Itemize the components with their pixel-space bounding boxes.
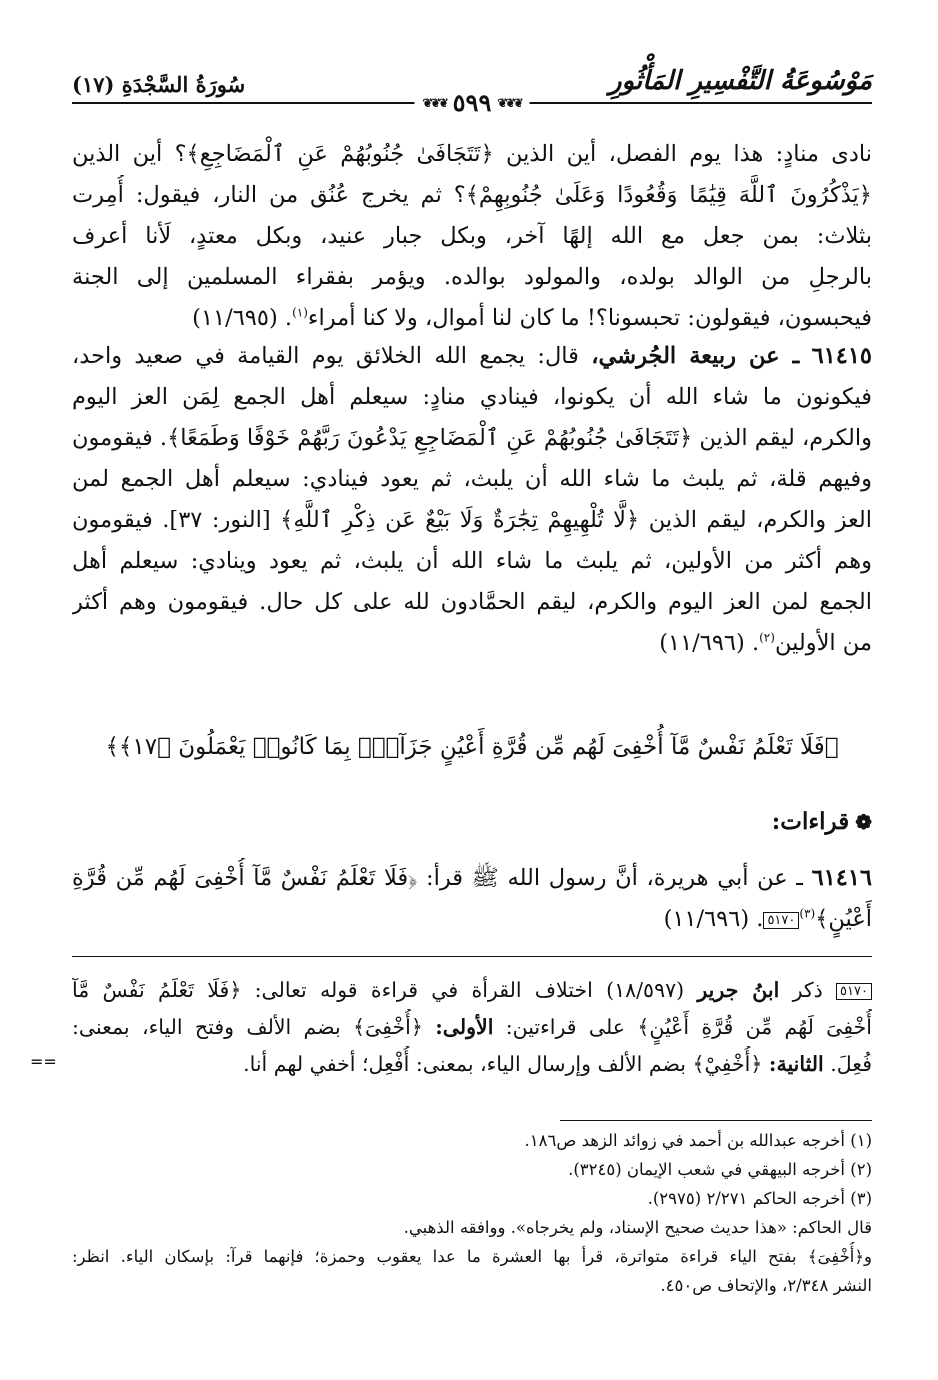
footnote-separator xyxy=(560,1120,872,1121)
line-text: ـ عن أبي هريرة، أنَّ رسول الله ﷺ قرأ: ﴿فَلَا تَعْلَمُ نَفْسٌ مَّآ أُخْفِىَ لَهُم مِّن قُرَّةِ xyxy=(72,865,803,891)
footnote-marker: (١) xyxy=(292,305,308,320)
ornament-right-icon: ❦❦❦ xyxy=(497,95,522,110)
note-separator xyxy=(72,956,872,957)
hadith-number: ٦١٤١٥ xyxy=(811,343,872,369)
heading-text: قراءات: xyxy=(771,808,850,835)
volume-reference: . (١١/٦٩٥) xyxy=(192,305,293,331)
text-line: ﴿يَذْكُرُونَ ٱللَّهَ قِيَٰمًا وَقُعُودًا وَعَلَىٰ جُنُوبِهِمْ﴾؟ ثم يخرج عُنُق من النار، فيقول: أُمِرت xyxy=(72,182,872,208)
page-number: ٥٩٩ xyxy=(452,88,492,117)
page-number-box xyxy=(414,88,529,117)
footnote: و﴿أُخْفِىَ﴾ بفتح الياء قراءة متواترة، قرأ بها العشرة ما عدا يعقوب وحمزة؛ فإنهما قرآ: بإسكان الياء. انظر: xyxy=(72,1247,872,1266)
note-text: ذكر xyxy=(792,978,823,1002)
text-line: العز والكرم، ليقم الذين ﴿لَّا تُلْهِيهِمْ تِجَٰرَةٌ وَلَا بَيْعٌ عَن ذِكْرِ ٱللَّهِ﴾ [النور: ٣٧]. فيقومون xyxy=(72,507,872,533)
paragraph-continuation xyxy=(72,134,872,339)
section-heading xyxy=(772,808,872,835)
note-text: (١٨/٥٩٧) اختلاف القرأة في قراءة قوله تعالى: ﴿فَلَا تَعْلَمُ نَفْسٌ مَّآ xyxy=(72,978,685,1002)
text-line: الجمع لمن العز اليوم والكرم، ليقم الحمَّادون لله على كل حال. فيقومون وهم أكثر xyxy=(72,589,872,615)
note-text: أُخْفِىَ لَهُم مِّن قُرَّةِ أَعْيُنٍ﴾ على قراءتين: xyxy=(505,1015,872,1039)
note-text: فُعِلَ. xyxy=(830,1052,872,1076)
note-text: ﴿أُخْفِيْ﴾ بضم الألف وإرسال الياء، بمعنى: أُفْعِل؛ أخفي لهم أنا. xyxy=(243,1052,763,1076)
line-text: من الأولين xyxy=(774,630,872,656)
continuation-mark: == xyxy=(30,1052,57,1071)
narrator: ـ عن ربيعة الجُرشي، xyxy=(591,343,800,369)
note-reference-box: ٥١٧٠ xyxy=(763,912,799,929)
line-text: قال: يجمع الله الخلائق يوم القيامة في صعيد واحد، xyxy=(72,343,579,369)
text-line: فيكونون ما شاء الله أن يكونوا، فينادي منادٍ: سيعلم أهل الجمع لِمَن العز اليوم xyxy=(72,384,872,410)
text-line xyxy=(72,858,872,899)
footnote: (٣) أخرجه الحاكم ٢/٢٧١ (٢٩٧٥). xyxy=(647,1189,872,1208)
text-line: بثلاث: بمن جعل مع الله إلهًا آخر، وبكل جبار عنيد، وبكل معتدٍ، لَأنا أعرف xyxy=(72,223,872,249)
note-line xyxy=(72,1009,872,1046)
hadith-number: ٦١٤١٦ xyxy=(811,865,872,891)
quran-verse: ﴿فَلَا تَعْلَمُ نَفْسٌ مَّآ أُخْفِىَ لَهُم مِّن قُرَّةِ أَعْيُنٍ جَزَآءًۢ بِمَا كَانُوا۟ يَعْمَلُونَ ﴿١٧﴾﴾ xyxy=(105,734,839,760)
text-line: وهم أكثر من الأولين، ثم يلبث ما شاء الله أن يلبث، ثم يعود وينادي: سيعلم أهل xyxy=(72,548,872,574)
scholar-name: ابنُ جرير xyxy=(697,978,780,1002)
text-line: نادى منادٍ: هذا يوم الفصل، أين الذين ﴿تَتَجَافَىٰ جُنُوبُهُمْ عَنِ ٱلْمَضَاجِعِ﴾؟ أين الذين xyxy=(72,141,872,167)
line-text: أَعْيُنٍ﴾ xyxy=(815,906,872,932)
text-line xyxy=(72,298,872,339)
footnote-marker: (٢) xyxy=(759,630,775,645)
hadith-61416 xyxy=(72,858,872,940)
reading-label: الثانية: xyxy=(768,1052,824,1076)
footnote-marker: (٣) xyxy=(799,906,816,921)
footnote: النشر ٢/٣٤٨، والإتحاف ص٤٥٠. xyxy=(660,1276,872,1295)
footnote: (١) أخرجه عبدالله بن أحمد في زوائد الزهد ص١٨٦. xyxy=(524,1131,872,1150)
footnote: (٢) أخرجه البيهقي في شعب الإيمان (٣٢٤٥). xyxy=(568,1160,872,1179)
volume-reference: . (١١/٦٩٦) xyxy=(659,630,760,656)
text-line xyxy=(72,336,872,377)
text-line: والكرم، ليقم الذين ﴿تَتَجَافَىٰ جُنُوبُهُمْ عَنِ ٱلْمَضَاجِعِ يَدْعُونَ رَبَّهُمْ خَوْفًا وَطَمَعًا﴾. فيقومون xyxy=(72,425,872,451)
volume-reference: . (١١/٦٩٦) xyxy=(663,906,764,932)
text-line: وفيهم قلة، ثم يلبث ما شاء الله أن يلبث، ثم يعود فينادي: سيعلم أهل الجمع لمن xyxy=(72,466,872,492)
reading-label: الأولى: xyxy=(435,1015,494,1039)
book-title: مَوْسُوعَةُ التَّفْسِيرِ المَأْثُورِ xyxy=(609,66,872,96)
text-line xyxy=(72,899,872,940)
note-line xyxy=(72,972,872,1009)
footnotes xyxy=(72,1126,872,1300)
surah-title: سُورَةُ السَّجْدَةِ (١٧) xyxy=(72,72,246,97)
flower-ornament-icon: ❁ xyxy=(855,810,872,834)
ornament-left-icon: ❦❦❦ xyxy=(422,95,447,110)
page-header xyxy=(72,64,872,117)
text-line xyxy=(72,623,872,664)
note-line xyxy=(72,1046,872,1083)
note-number-box: ٥١٧٠ xyxy=(836,983,872,1000)
footnote: قال الحاكم: «هذا حديث صحيح الإسناد، ولم يخرجاه». ووافقه الذهبي. xyxy=(403,1218,872,1237)
hadith-61415 xyxy=(72,336,872,664)
commentary-note xyxy=(72,972,872,1083)
line-text: فيحبسون، فيقولون: تحبسونا؟! ما كان لنا أموال، ولا كنا أمراء xyxy=(307,305,872,331)
text-line: بالرجلِ من الوالد بولده، والمولود بوالده. ويؤمر بفقراء المسلمين إلى الجنة xyxy=(72,264,872,290)
note-text: ﴿أُخْفِىَ﴾ بضم الألف وفتح الياء، بمعنى: xyxy=(72,1015,423,1039)
